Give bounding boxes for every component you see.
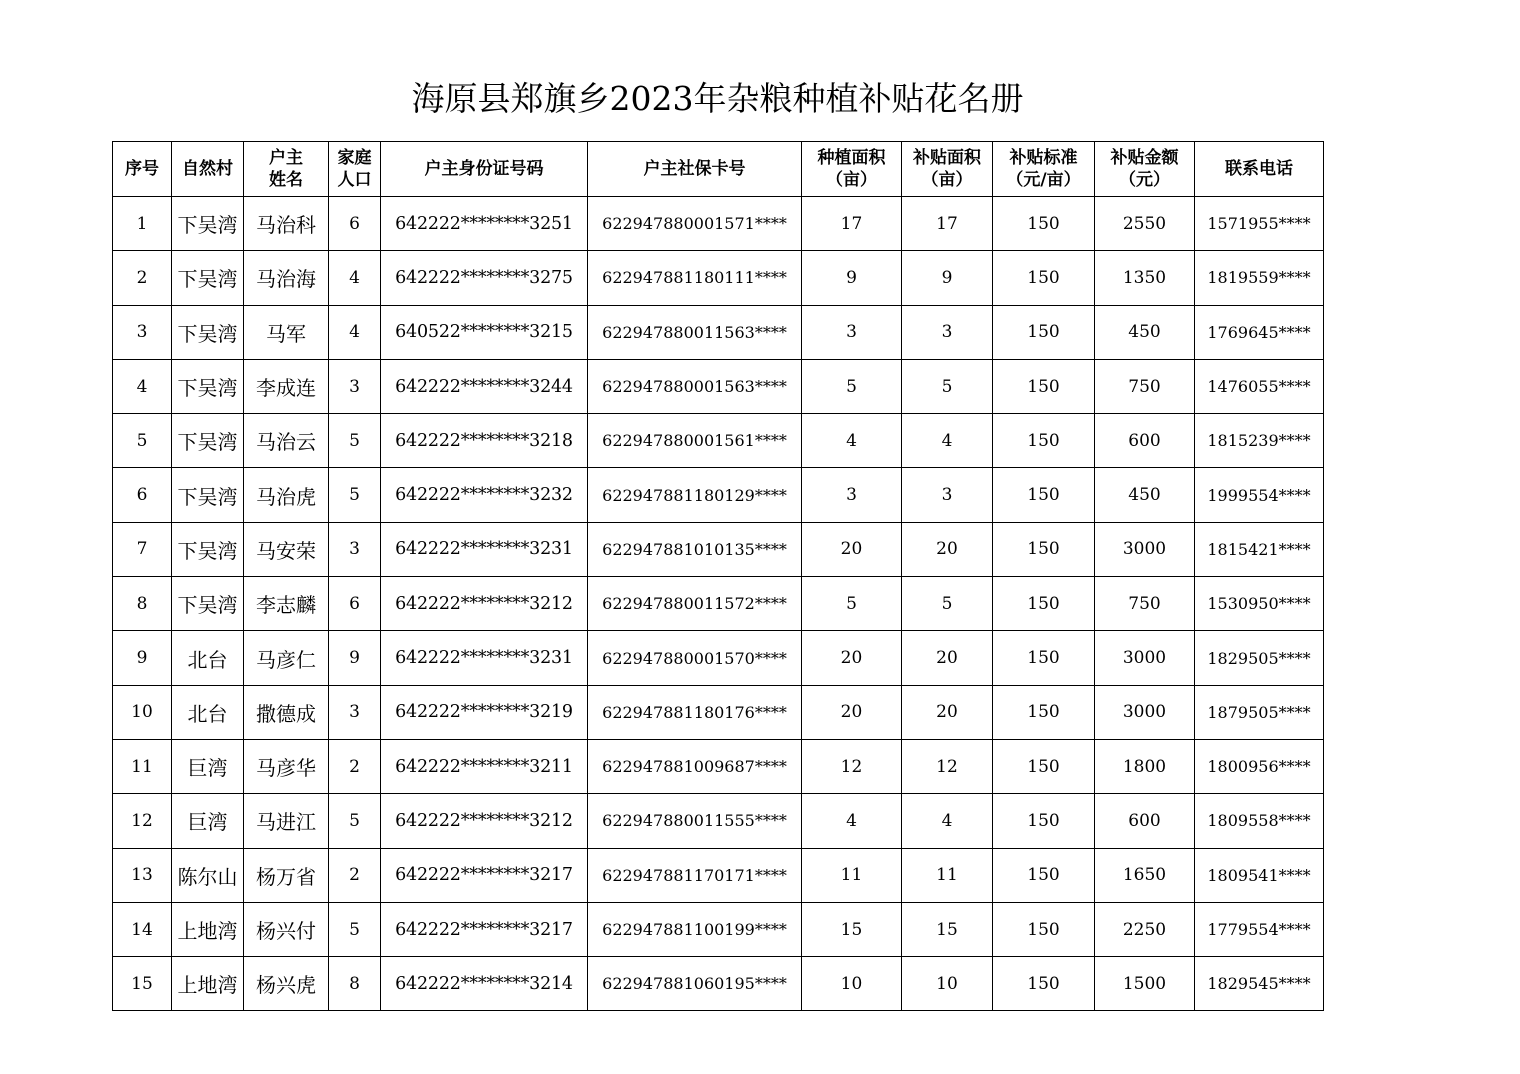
- cell-plant-area: 15: [802, 902, 902, 956]
- table-row: [113, 902, 1324, 956]
- table-row: [113, 685, 1324, 739]
- cell-subsidy-area: 11: [902, 848, 993, 902]
- cell-standard: 150: [993, 305, 1095, 359]
- table-row: [113, 739, 1324, 793]
- cell-subsidy-area: 9: [902, 251, 993, 305]
- table-row: [113, 359, 1324, 413]
- cell-id-card: 642222********3232: [381, 468, 588, 522]
- cell-family: 8: [329, 957, 381, 1011]
- cell-village: 下吴湾: [172, 414, 244, 468]
- cell-village: 下吴湾: [172, 251, 244, 305]
- cell-social-card: 622947880011572****: [588, 577, 802, 631]
- cell-phone: 1815239****: [1195, 414, 1324, 468]
- cell-subsidy-area: 15: [902, 902, 993, 956]
- cell-phone: 1769645****: [1195, 305, 1324, 359]
- cell-standard: 150: [993, 794, 1095, 848]
- table-row: [113, 468, 1324, 522]
- cell-phone: 1815421****: [1195, 522, 1324, 576]
- cell-name: 马彦仁: [244, 631, 329, 685]
- table-row: [113, 957, 1324, 1011]
- table-row: [113, 631, 1324, 685]
- table-row: [113, 848, 1324, 902]
- cell-plant-area: 20: [802, 631, 902, 685]
- cell-standard: 150: [993, 251, 1095, 305]
- cell-subsidy-area: 4: [902, 414, 993, 468]
- table-row: [113, 197, 1324, 251]
- cell-subsidy-area: 10: [902, 957, 993, 1011]
- cell-seq: 6: [113, 468, 172, 522]
- cell-amount: 3000: [1095, 685, 1195, 739]
- header-seq: 序号: [113, 142, 172, 197]
- cell-seq: 5: [113, 414, 172, 468]
- cell-seq: 13: [113, 848, 172, 902]
- cell-standard: 150: [993, 848, 1095, 902]
- cell-village: 陈尔山: [172, 848, 244, 902]
- cell-family: 3: [329, 685, 381, 739]
- cell-id-card: 642222********3275: [381, 251, 588, 305]
- cell-social-card: 622947880001570****: [588, 631, 802, 685]
- cell-phone: 1800956****: [1195, 739, 1324, 793]
- cell-social-card: 622947881009687****: [588, 739, 802, 793]
- cell-name: 撒德成: [244, 685, 329, 739]
- cell-name: 马治科: [244, 197, 329, 251]
- cell-social-card: 622947881170171****: [588, 848, 802, 902]
- cell-id-card: 642222********3218: [381, 414, 588, 468]
- cell-id-card: 642222********3244: [381, 359, 588, 413]
- header-amount: 补贴金额 （元）: [1095, 142, 1195, 197]
- cell-social-card: 622947881180111****: [588, 251, 802, 305]
- cell-seq: 15: [113, 957, 172, 1011]
- table-row: [113, 251, 1324, 305]
- cell-name: 李成连: [244, 359, 329, 413]
- cell-standard: 150: [993, 631, 1095, 685]
- cell-plant-area: 17: [802, 197, 902, 251]
- cell-phone: 1879505****: [1195, 685, 1324, 739]
- cell-social-card: 622947881060195****: [588, 957, 802, 1011]
- cell-name: 马彦华: [244, 739, 329, 793]
- cell-social-card: 622947880001571****: [588, 197, 802, 251]
- table-header-row: [113, 142, 1324, 197]
- cell-amount: 2250: [1095, 902, 1195, 956]
- table-row: [113, 577, 1324, 631]
- table-row: [113, 794, 1324, 848]
- cell-name: 马治云: [244, 414, 329, 468]
- cell-amount: 1500: [1095, 957, 1195, 1011]
- cell-village: 巨湾: [172, 739, 244, 793]
- cell-amount: 1350: [1095, 251, 1195, 305]
- cell-village: 下吴湾: [172, 468, 244, 522]
- cell-amount: 450: [1095, 468, 1195, 522]
- cell-standard: 150: [993, 902, 1095, 956]
- cell-family: 5: [329, 794, 381, 848]
- cell-subsidy-area: 20: [902, 685, 993, 739]
- cell-id-card: 642222********3219: [381, 685, 588, 739]
- cell-name: 杨兴虎: [244, 957, 329, 1011]
- cell-subsidy-area: 17: [902, 197, 993, 251]
- header-id-card: 户主身份证号码: [381, 142, 588, 197]
- cell-family: 2: [329, 848, 381, 902]
- cell-name: 马治海: [244, 251, 329, 305]
- cell-social-card: 622947880001561****: [588, 414, 802, 468]
- cell-phone: 1829545****: [1195, 957, 1324, 1011]
- cell-seq: 12: [113, 794, 172, 848]
- cell-amount: 450: [1095, 305, 1195, 359]
- cell-standard: 150: [993, 685, 1095, 739]
- cell-social-card: 622947880011563****: [588, 305, 802, 359]
- cell-id-card: 642222********3217: [381, 902, 588, 956]
- cell-seq: 4: [113, 359, 172, 413]
- cell-subsidy-area: 3: [902, 468, 993, 522]
- cell-subsidy-area: 12: [902, 739, 993, 793]
- cell-seq: 7: [113, 522, 172, 576]
- cell-id-card: 642222********3214: [381, 957, 588, 1011]
- table-row: [113, 522, 1324, 576]
- cell-phone: 1476055****: [1195, 359, 1324, 413]
- cell-phone: 1779554****: [1195, 902, 1324, 956]
- header-plant-area: 种植面积 （亩）: [802, 142, 902, 197]
- cell-village: 北台: [172, 685, 244, 739]
- cell-phone: 1829505****: [1195, 631, 1324, 685]
- cell-standard: 150: [993, 197, 1095, 251]
- table-row: [113, 305, 1324, 359]
- cell-village: 北台: [172, 631, 244, 685]
- cell-plant-area: 10: [802, 957, 902, 1011]
- cell-amount: 1650: [1095, 848, 1195, 902]
- cell-plant-area: 11: [802, 848, 902, 902]
- cell-family: 5: [329, 414, 381, 468]
- cell-seq: 1: [113, 197, 172, 251]
- cell-id-card: 642222********3211: [381, 739, 588, 793]
- cell-plant-area: 3: [802, 468, 902, 522]
- cell-phone: 1809541****: [1195, 848, 1324, 902]
- cell-family: 5: [329, 468, 381, 522]
- header-head-name: 户主 姓名: [244, 142, 329, 197]
- cell-id-card: 642222********3231: [381, 631, 588, 685]
- cell-plant-area: 20: [802, 685, 902, 739]
- cell-family: 2: [329, 739, 381, 793]
- cell-plant-area: 9: [802, 251, 902, 305]
- cell-plant-area: 12: [802, 739, 902, 793]
- cell-seq: 3: [113, 305, 172, 359]
- cell-plant-area: 4: [802, 794, 902, 848]
- cell-id-card: 642222********3251: [381, 197, 588, 251]
- cell-village: 下吴湾: [172, 197, 244, 251]
- header-village: 自然村: [172, 142, 244, 197]
- cell-id-card: 642222********3231: [381, 522, 588, 576]
- cell-village: 下吴湾: [172, 305, 244, 359]
- cell-seq: 11: [113, 739, 172, 793]
- table-body: [113, 197, 1324, 1011]
- cell-family: 4: [329, 305, 381, 359]
- cell-phone: 1819559****: [1195, 251, 1324, 305]
- cell-family: 9: [329, 631, 381, 685]
- subsidy-roster-table: [112, 141, 1324, 1011]
- cell-standard: 150: [993, 522, 1095, 576]
- cell-seq: 10: [113, 685, 172, 739]
- page-title: 海原县郑旗乡2023年杂粮种植补贴花名册: [411, 79, 1024, 118]
- cell-standard: 150: [993, 468, 1095, 522]
- cell-name: 李志麟: [244, 577, 329, 631]
- cell-family: 5: [329, 902, 381, 956]
- cell-social-card: 622947881010135****: [588, 522, 802, 576]
- cell-social-card: 622947881180176****: [588, 685, 802, 739]
- cell-plant-area: 5: [802, 577, 902, 631]
- cell-subsidy-area: 20: [902, 522, 993, 576]
- cell-name: 马军: [244, 305, 329, 359]
- cell-subsidy-area: 20: [902, 631, 993, 685]
- cell-id-card: 642222********3212: [381, 577, 588, 631]
- cell-subsidy-area: 4: [902, 794, 993, 848]
- cell-amount: 2550: [1095, 197, 1195, 251]
- cell-amount: 600: [1095, 414, 1195, 468]
- cell-name: 杨兴付: [244, 902, 329, 956]
- cell-family: 6: [329, 577, 381, 631]
- cell-seq: 2: [113, 251, 172, 305]
- cell-plant-area: 3: [802, 305, 902, 359]
- cell-id-card: 642222********3217: [381, 848, 588, 902]
- cell-name: 马进江: [244, 794, 329, 848]
- cell-amount: 3000: [1095, 631, 1195, 685]
- cell-id-card: 640522********3215: [381, 305, 588, 359]
- cell-family: 6: [329, 197, 381, 251]
- cell-amount: 1800: [1095, 739, 1195, 793]
- table-row: [113, 414, 1324, 468]
- cell-seq: 14: [113, 902, 172, 956]
- cell-standard: 150: [993, 359, 1095, 413]
- cell-family: 3: [329, 359, 381, 413]
- cell-plant-area: 4: [802, 414, 902, 468]
- cell-standard: 150: [993, 957, 1095, 1011]
- cell-social-card: 622947881180129****: [588, 468, 802, 522]
- cell-village: 上地湾: [172, 902, 244, 956]
- header-family-size: 家庭 人口: [329, 142, 381, 197]
- cell-village: 下吴湾: [172, 577, 244, 631]
- cell-social-card: 622947880011555****: [588, 794, 802, 848]
- cell-name: 马安荣: [244, 522, 329, 576]
- cell-amount: 750: [1095, 577, 1195, 631]
- cell-subsidy-area: 5: [902, 577, 993, 631]
- cell-family: 4: [329, 251, 381, 305]
- cell-phone: 1571955****: [1195, 197, 1324, 251]
- cell-standard: 150: [993, 414, 1095, 468]
- cell-village: 巨湾: [172, 794, 244, 848]
- cell-amount: 600: [1095, 794, 1195, 848]
- cell-name: 杨万省: [244, 848, 329, 902]
- cell-id-card: 642222********3212: [381, 794, 588, 848]
- cell-village: 下吴湾: [172, 359, 244, 413]
- cell-standard: 150: [993, 739, 1095, 793]
- header-standard: 补贴标准 （元/亩）: [993, 142, 1095, 197]
- cell-social-card: 622947881100199****: [588, 902, 802, 956]
- cell-plant-area: 20: [802, 522, 902, 576]
- cell-phone: 1809558****: [1195, 794, 1324, 848]
- cell-seq: 8: [113, 577, 172, 631]
- cell-subsidy-area: 5: [902, 359, 993, 413]
- cell-plant-area: 5: [802, 359, 902, 413]
- cell-amount: 750: [1095, 359, 1195, 413]
- cell-amount: 3000: [1095, 522, 1195, 576]
- cell-social-card: 622947880001563****: [588, 359, 802, 413]
- header-subsidy-area: 补贴面积 （亩）: [902, 142, 993, 197]
- cell-family: 3: [329, 522, 381, 576]
- cell-phone: 1999554****: [1195, 468, 1324, 522]
- cell-subsidy-area: 3: [902, 305, 993, 359]
- header-phone: 联系电话: [1195, 142, 1324, 197]
- cell-standard: 150: [993, 577, 1095, 631]
- header-social-card: 户主社保卡号: [588, 142, 802, 197]
- cell-name: 马治虎: [244, 468, 329, 522]
- cell-village: 上地湾: [172, 957, 244, 1011]
- cell-seq: 9: [113, 631, 172, 685]
- cell-village: 下吴湾: [172, 522, 244, 576]
- cell-phone: 1530950****: [1195, 577, 1324, 631]
